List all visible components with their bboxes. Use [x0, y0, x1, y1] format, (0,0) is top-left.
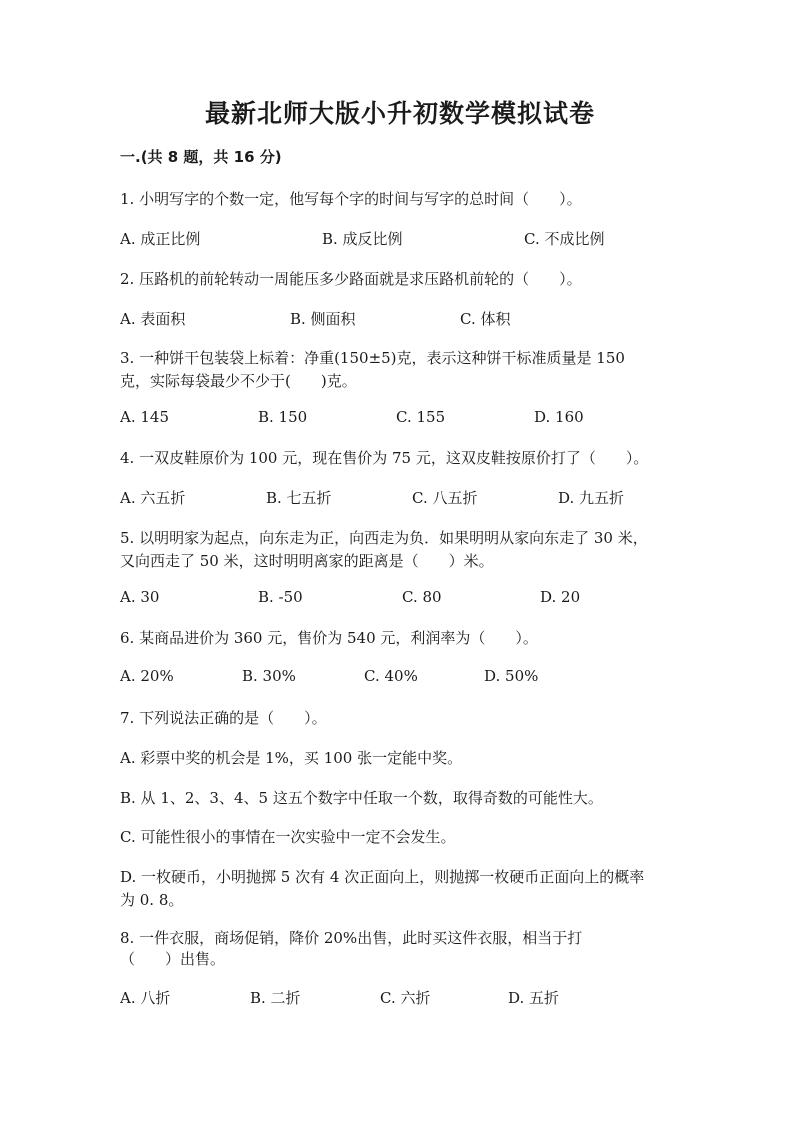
question-1: 1. 小明写字的个数一定，他写每个字的时间与写字的总时间（ ）。 — [120, 190, 582, 208]
page-title: 最新北师大版小升初数学模拟试卷 — [204, 99, 595, 128]
q7-option-d-line-2: 为 0. 8。 — [120, 891, 184, 909]
q3-option-a: A. 145 — [120, 408, 169, 426]
q8-option-c: C. 六折 — [380, 989, 431, 1007]
q1-option-a: A. 成正比例 — [120, 230, 201, 248]
q4-option-d: D. 九五折 — [558, 489, 625, 507]
question-2: 2. 压路机的前轮转动一周能压多少路面就是求压路机前轮的（ ）。 — [120, 270, 582, 288]
q5-option-b: B. -50 — [258, 588, 303, 606]
q3-option-c: C. 155 — [396, 408, 446, 426]
q2-option-a: A. 表面积 — [120, 310, 186, 328]
question-5-line-1: 5. 以明明家为起点，向东走为正，向西走为负．如果明明从家向东走了 30 米， — [120, 529, 648, 547]
q6-option-d: D. 50% — [484, 667, 539, 685]
q7-option-a: A. 彩票中奖的机会是 1%，买 100 张一定能中奖。 — [120, 749, 463, 767]
q7-option-b: B. 从 1、2、3、4、5 这五个数字中任取一个数，取得奇数的可能性大。 — [120, 789, 603, 807]
q1-option-c: C. 不成比例 — [524, 230, 605, 248]
q3-option-b: B. 150 — [258, 408, 308, 426]
q4-option-b: B. 七五折 — [266, 489, 332, 507]
q7-option-d-line-1: D. 一枚硬币，小明抛掷 5 次有 4 次正面向上，则抛掷一枚硬币正面向上的概率 — [120, 868, 645, 886]
section-heading: 一.(共 8 题，共 16 分) — [120, 148, 282, 166]
question-4: 4. 一双皮鞋原价为 100 元，现在售价为 75 元，这双皮鞋按原价打了（ ）。 — [120, 449, 649, 467]
q1-option-b: B. 成反比例 — [322, 230, 403, 248]
q8-option-a: A. 八折 — [120, 989, 171, 1007]
q5-option-d: D. 20 — [540, 588, 581, 606]
q6-option-c: C. 40% — [364, 667, 418, 685]
q5-option-a: A. 30 — [120, 588, 160, 606]
question-5-line-2: 又向西走了 50 米，这时明明离家的距离是（ ）米。 — [120, 552, 494, 570]
question-7: 7. 下列说法正确的是（ ）。 — [120, 709, 327, 727]
q8-option-b: B. 二折 — [250, 989, 301, 1007]
q6-option-a: A. 20% — [120, 667, 174, 685]
question-8-line-2: （ ）出售。 — [120, 950, 226, 968]
q3-option-d: D. 160 — [534, 408, 584, 426]
question-8-line-1: 8. 一件衣服，商场促销，降价 20%出售，此时买这件衣服，相当于打 — [120, 929, 583, 947]
q7-option-c: C. 可能性很小的事情在一次实验中一定不会发生。 — [120, 828, 456, 846]
q2-option-b: B. 侧面积 — [290, 310, 356, 328]
question-3-line-2: 克，实际每袋最少不少于( )克。 — [120, 372, 357, 390]
q4-option-c: C. 八五折 — [412, 489, 478, 507]
question-3-line-1: 3. 一种饼干包装袋上标着：净重(150±5)克，表示这种饼干标准质量是 150 — [120, 349, 625, 367]
q2-option-c: C. 体积 — [460, 310, 511, 328]
q6-option-b: B. 30% — [242, 667, 296, 685]
question-6: 6. 某商品进价为 360 元，售价为 540 元，利润率为（ ）。 — [120, 629, 538, 647]
q5-option-c: C. 80 — [402, 588, 442, 606]
q4-option-a: A. 六五折 — [120, 489, 186, 507]
q8-option-d: D. 五折 — [508, 989, 560, 1007]
